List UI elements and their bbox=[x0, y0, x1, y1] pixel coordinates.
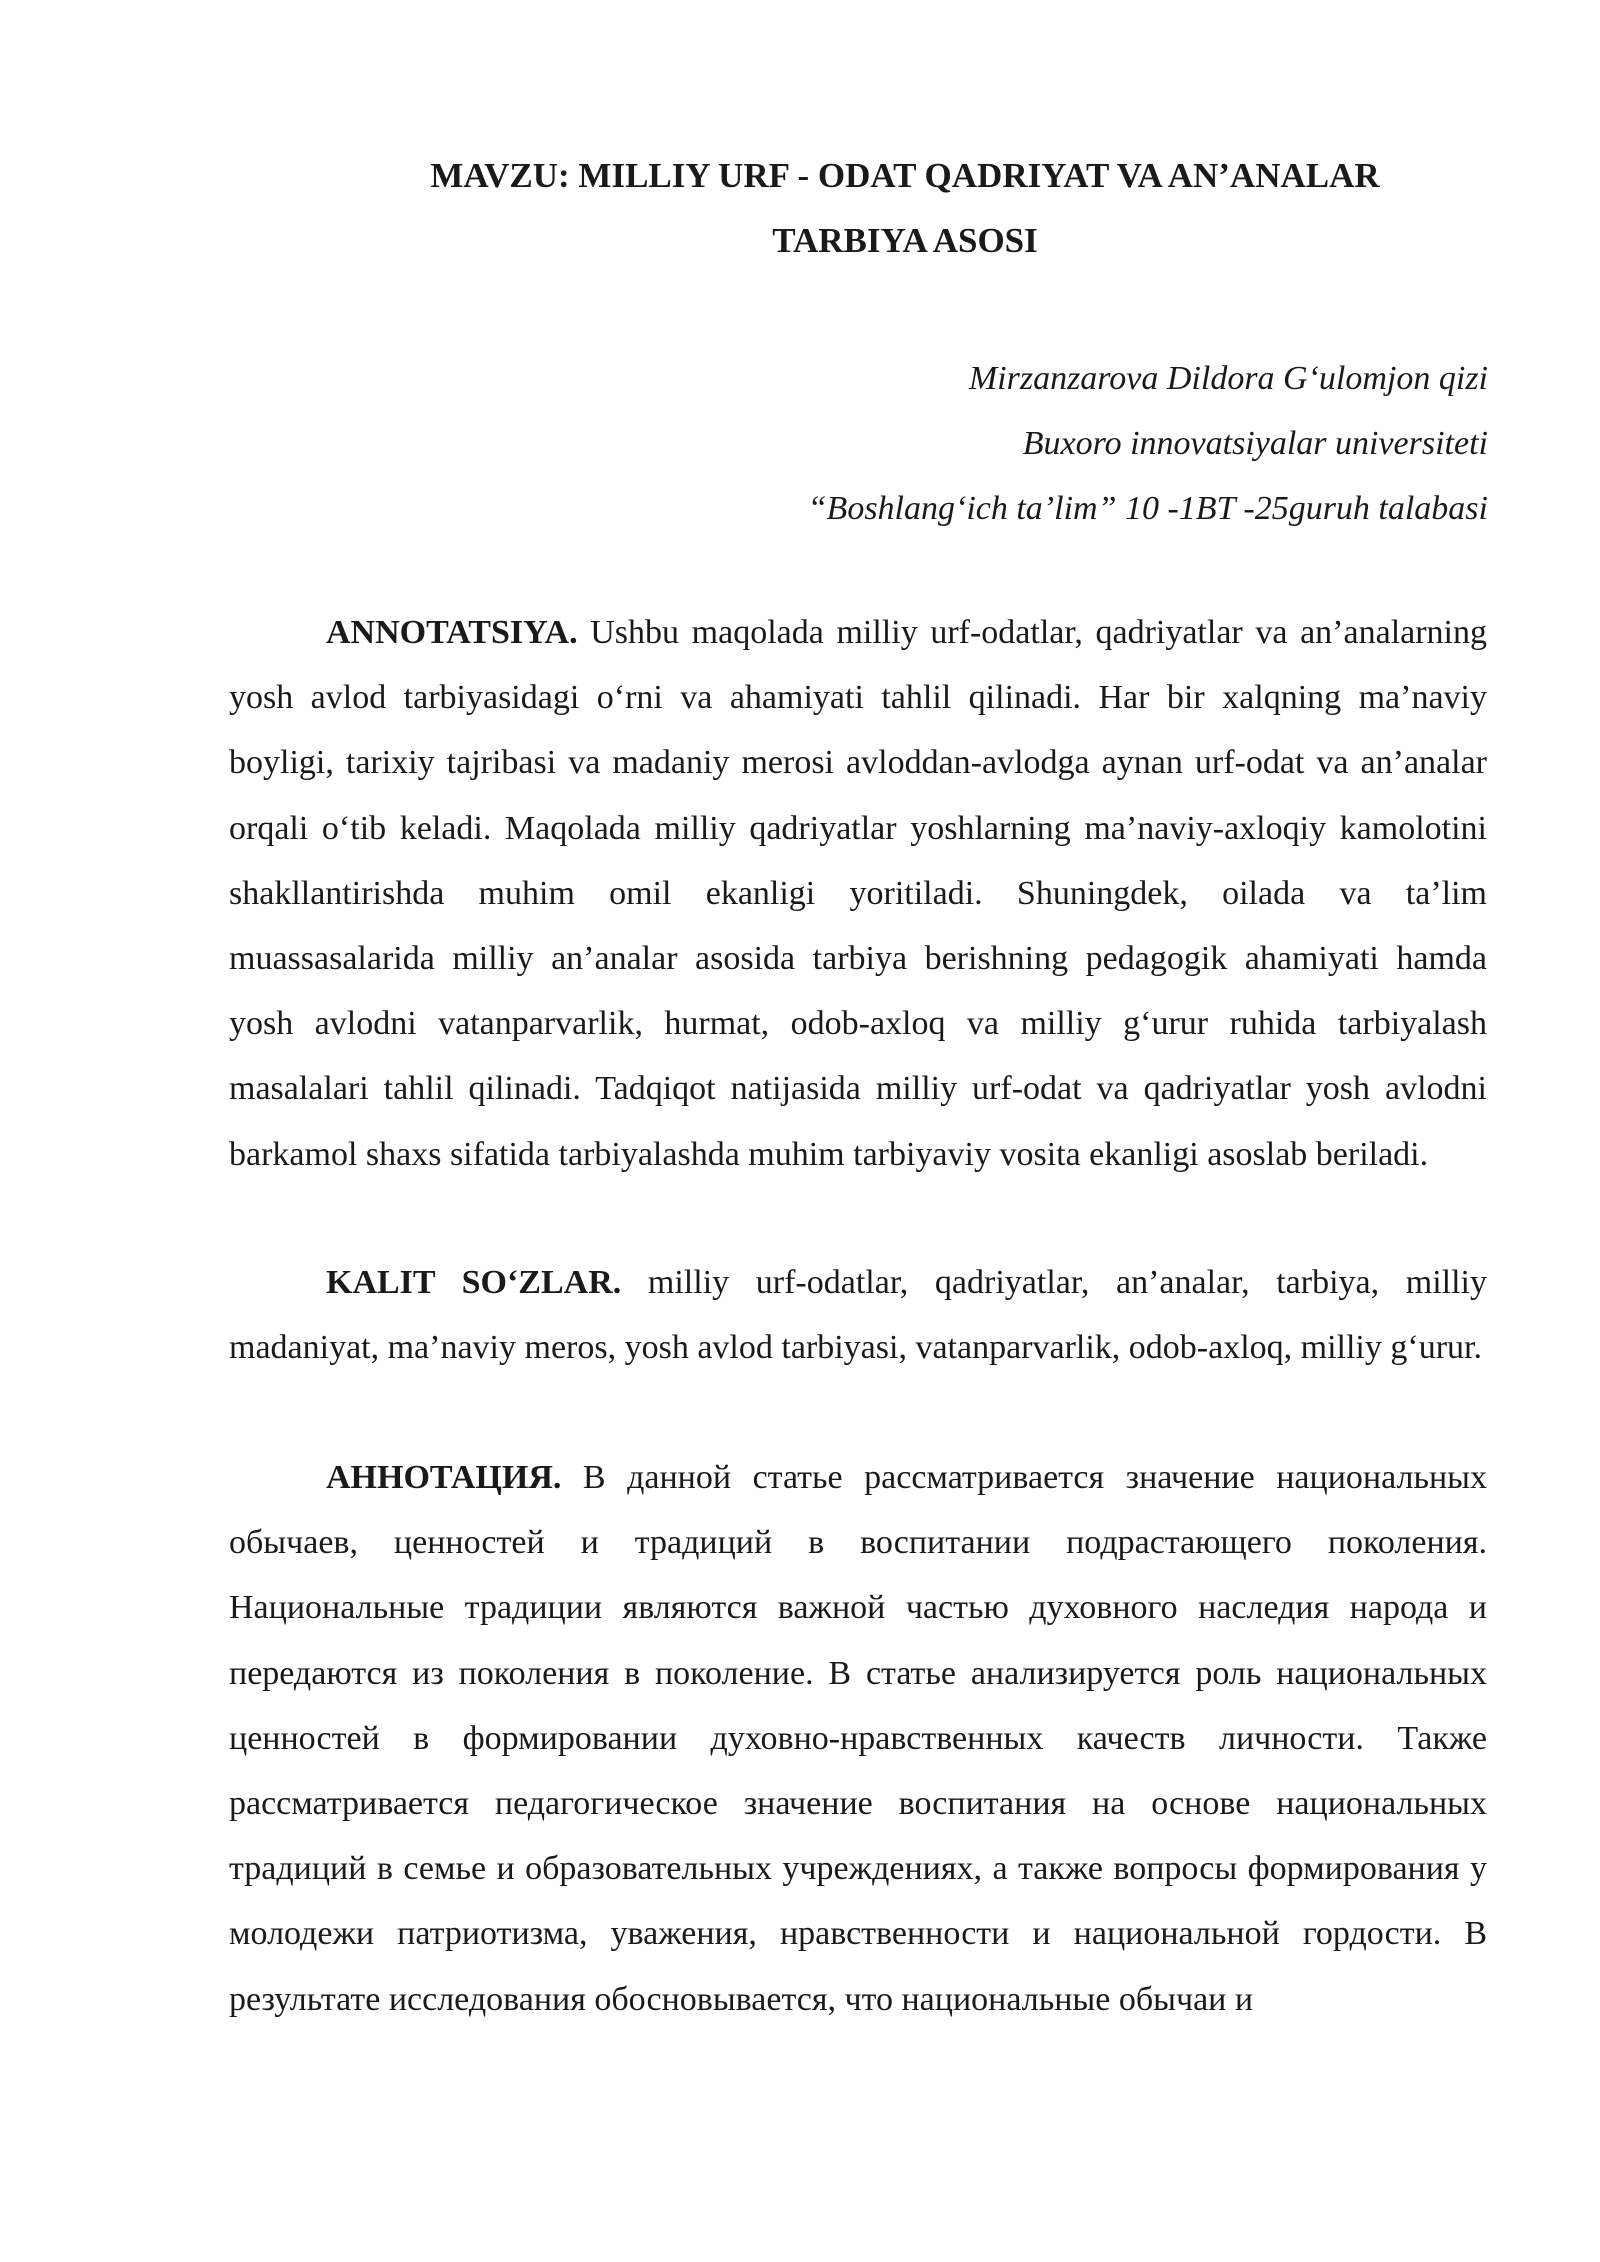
annotation-uz-section bbox=[229, 600, 1487, 1187]
author-affiliation: Buxoro innovatsiyalar universiteti bbox=[1022, 425, 1488, 462]
annotation-ru-label: АННОТАЦИЯ. bbox=[326, 1459, 562, 1496]
annotation-uz-paragraph bbox=[229, 600, 1487, 1187]
author-block bbox=[808, 346, 1488, 541]
keywords-uz-paragraph bbox=[229, 1250, 1487, 1380]
keywords-uz-section bbox=[229, 1250, 1487, 1380]
keywords-uz-label: KALIT SO‘ZLAR. bbox=[326, 1264, 622, 1301]
author-name: Mirzanzarova Dildora G‘ulomjon qizi bbox=[968, 360, 1488, 397]
annotation-ru-paragraph bbox=[229, 1445, 1487, 2032]
annotation-uz-label: ANNOTATSIYA. bbox=[326, 614, 578, 651]
page-title-line-1: MAVZU: MILLIY URF - ODAT QADRIYAT VA AN’ANALAR bbox=[430, 156, 1380, 195]
page-title-line-2: TARBIYA ASOSI bbox=[772, 221, 1038, 260]
keywords-uz-text: milliy urf-odatlar, qadriyatlar, an’analar, tarbiya, milliy madaniyat, ma’naviy meros, yosh avlod tarbiyasi, vatanparvarlik, odob-axloq, milliy g‘urur. bbox=[229, 1264, 1487, 1367]
author-group: “Boshlang‘ich ta’lim” 10 -1BT -25guruh talabasi bbox=[807, 490, 1488, 527]
annotation-ru-text: В данной статье рассматривается значение национальных обычаев, ценностей и традиций в воспитании подрастающего поколения. Национальные традиции являются важной частью духовного наследия народа и передаются из поколения в поколение. В статье анализируется роль национальных ценностей в формировании духовно-нравственных качеств личности. Также рассматривается педагогическое значение воспитания на основе национальных традиций в семье и образовательных учреждениях, а также вопросы формирования у молодежи патриотизма, уважения, нравственности и национальной гордости. В результате исследования обосновывается, что национальные обычаи и bbox=[229, 1459, 1487, 2018]
annotation-ru-section bbox=[229, 1445, 1487, 2032]
annotation-uz-text: Ushbu maqolada milliy urf-odatlar, qadriyatlar va an’analarning yosh avlod tarbiyasidagi o‘rni va ahamiyati tahlil qilinadi. Har bir xalqning ma’naviy boyligi, tarixiy tajribasi va madaniy merosi avloddan-avlodga aynan urf-odat va an’analar orqali o‘tib keladi. Maqolada milliy qadriyatlar yoshlarning ma’naviy-axloqiy kamolotini shakllantirishda muhim omil ekanligi yoritiladi. Shuningdek, oilada va ta’lim muassasalarida milliy an’analar asosida tarbiya berishning pedagogik ahamiyati hamda yosh avlodni vatanparvarlik, hurmat, odob-axloq va milliy g‘urur ruhida tarbiyalash masalalari tahlil qilinadi. Tadqiqot natijasida milliy urf-odat va qadriyatlar yosh avlodni barkamol shaxs sifatida tarbiyalashda muhim tarbiyaviy vosita ekanligi asoslab beriladi. bbox=[229, 614, 1487, 1173]
